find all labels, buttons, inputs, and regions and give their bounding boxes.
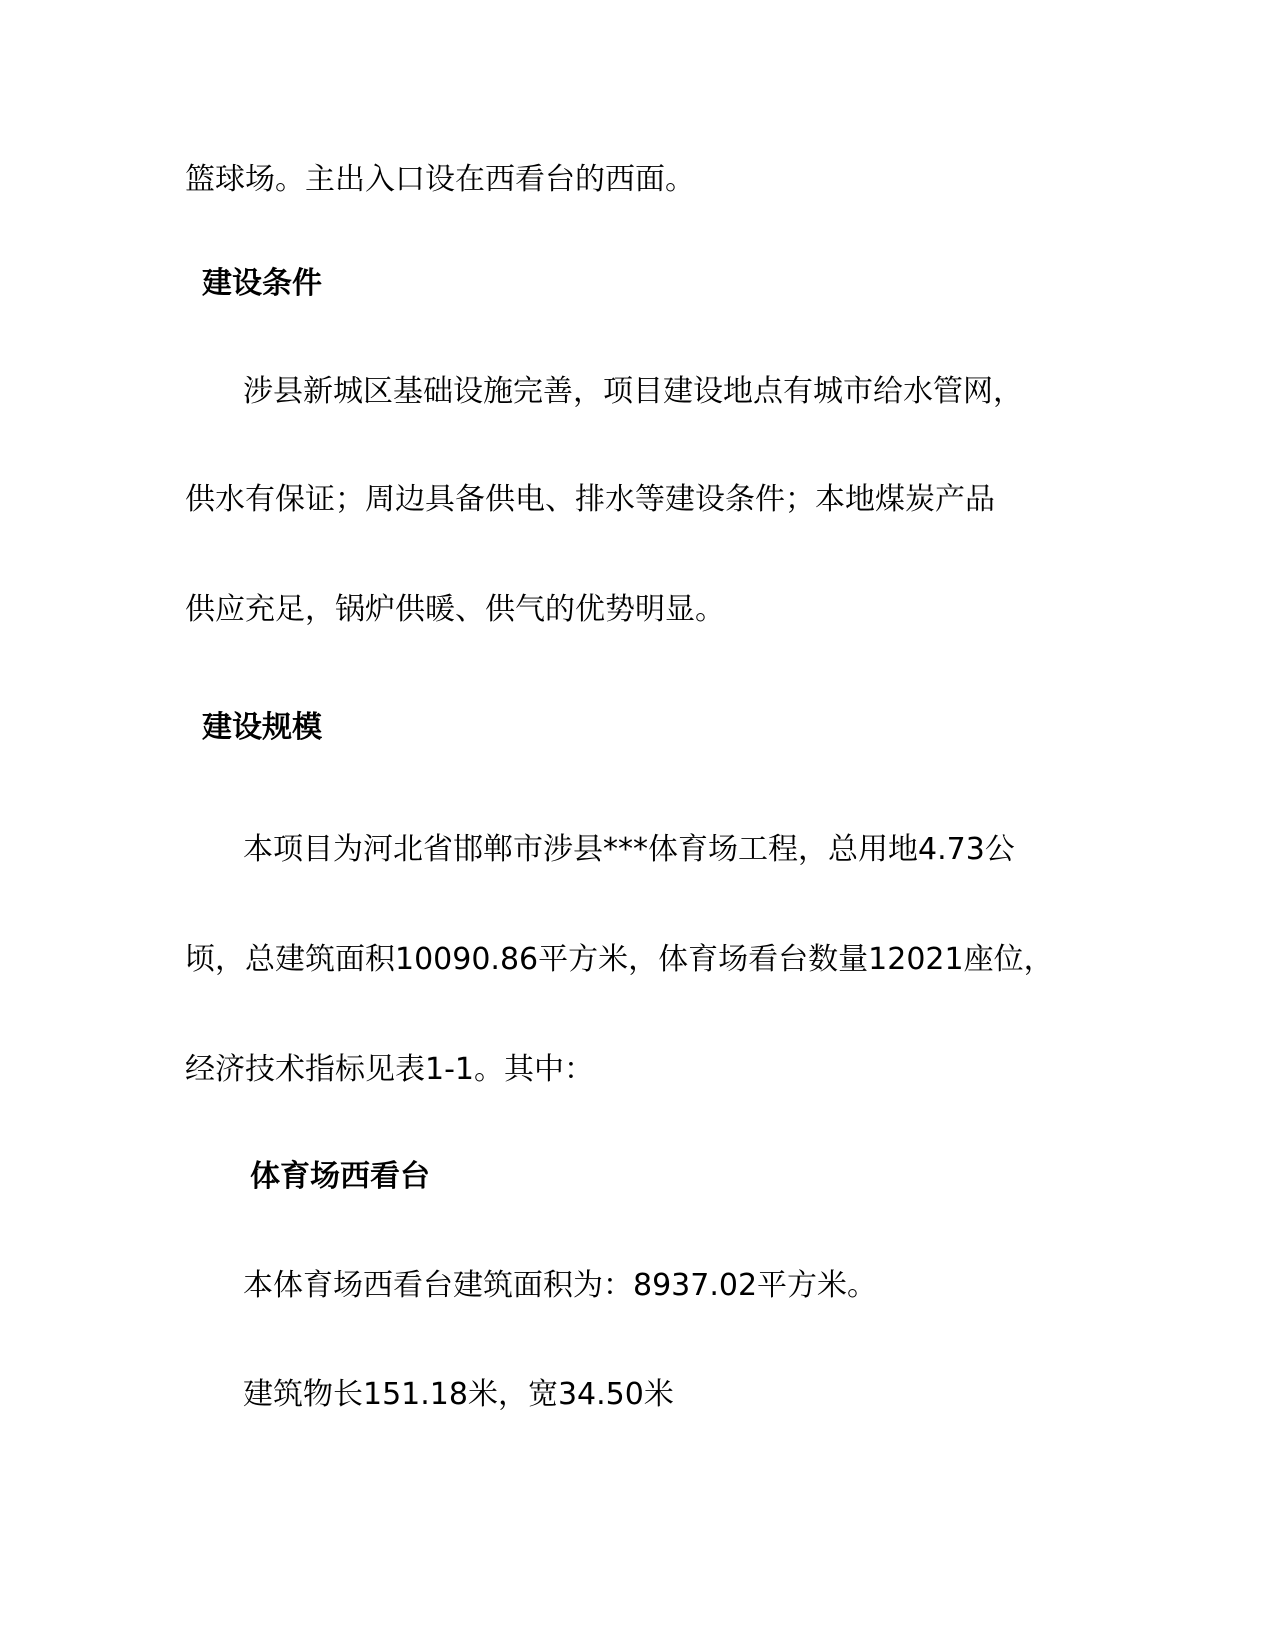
paragraph-line: 供水有保证；周边具备供电、排水等建设条件；本地煤炭产品 xyxy=(185,482,995,517)
subsection-heading-west-stand: 体育场西看台 xyxy=(250,1159,430,1194)
paragraph-line: 建筑物长151.18米，宽34.50米 xyxy=(243,1377,674,1412)
paragraph-line: 经济技术指标见表1-1。其中： xyxy=(185,1052,594,1087)
section-heading-conditions: 建设条件 xyxy=(202,266,322,301)
paragraph-line: 本体育场西看台建筑面积为：8937.02平方米。 xyxy=(243,1268,878,1303)
paragraph-line: 顷，总建筑面积10090.86平方米，体育场看台数量12021座位， xyxy=(185,942,1054,977)
section-heading-scale: 建设规模 xyxy=(202,710,322,745)
paragraph-line: 本项目为河北省邯郸市涉县***体育场工程，总用地4.73公 xyxy=(243,832,1015,867)
paragraph-line: 涉县新城区基础设施完善，项目建设地点有城市给水管网， xyxy=(243,374,1023,409)
paragraph-line: 供应充足，锅炉供暖、供气的优势明显。 xyxy=(185,592,725,627)
paragraph-line: 篮球场。主出入口设在西看台的西面。 xyxy=(185,162,695,197)
